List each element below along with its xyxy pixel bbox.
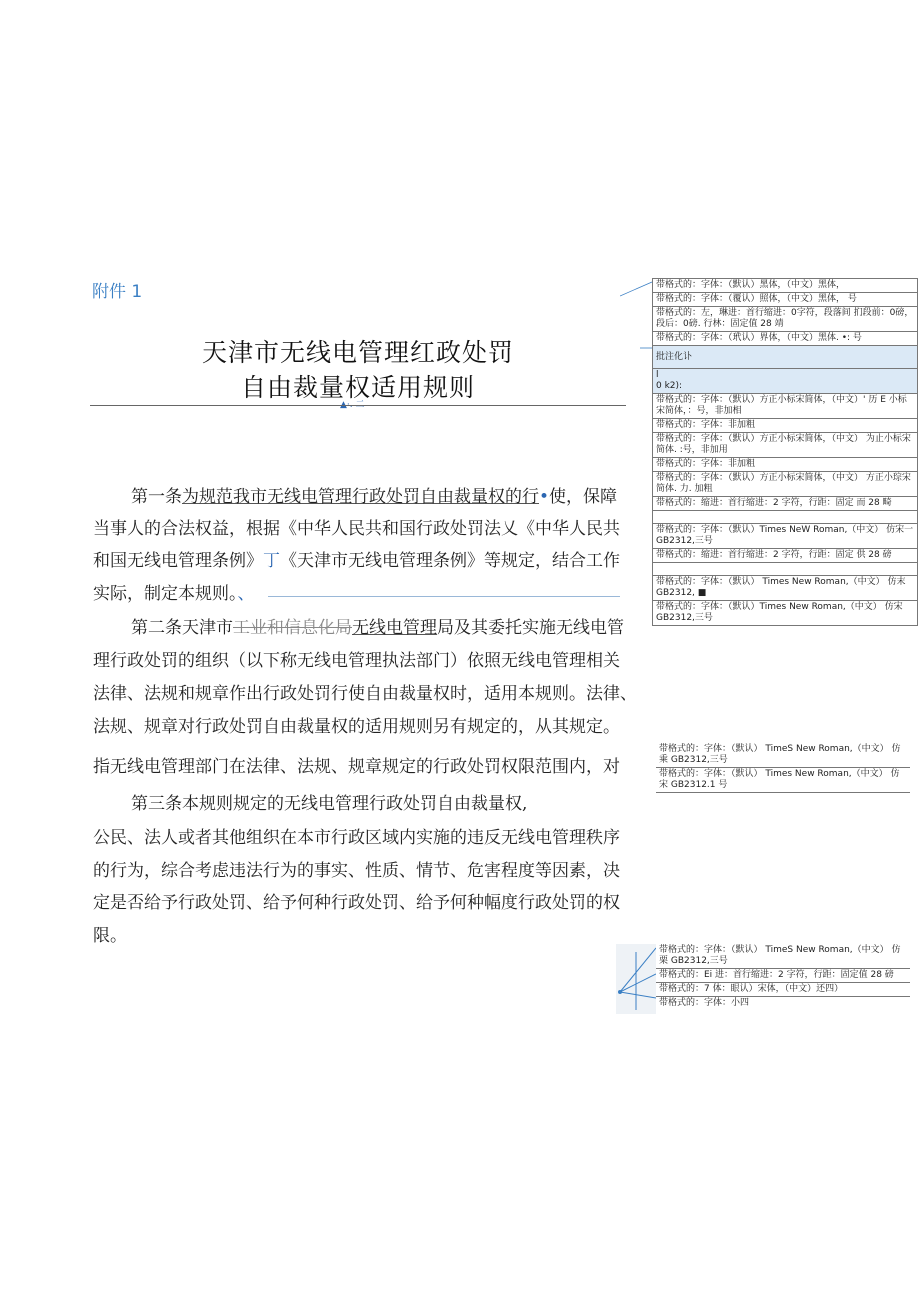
format-note[interactable]: 带格式的：缩进：首行缩进：2 字符，行距：固定 而 28 畸 <box>652 497 918 511</box>
format-note[interactable]: 带格式的：字体：（默认） Times New Roman,（中文） 仿宋 GB2312.1 号 <box>656 768 910 793</box>
article-2-line-4: 法规、规章对行政处罚自由裁量权的适用规则另有规定的，从其规定。 <box>93 717 620 737</box>
attachment-label: 附件 1 <box>92 282 143 302</box>
format-note[interactable]: 带格式的：字体：（覆认）照体，（中文）黑体， 号 <box>652 293 918 307</box>
format-note[interactable]: 带格式的：7 体：眼认）宋体，（中文）还四） <box>656 983 910 997</box>
balloon-leader-lines <box>620 278 654 358</box>
article-3-line-2: 公民、法人或者其他组织在本市行政区域内实施的违反无线电管理秩序 <box>93 828 620 848</box>
format-note[interactable]: 带格式的：字体：（玳认）界体，（中文）黑体. •: 号 <box>652 332 918 346</box>
format-note[interactable]: 带格式的：左，琳进：首行缩进：0字符，段落间 扪段前：0磅，段后：0磅. 行林：固定值 28 靖 <box>652 307 918 332</box>
note-gap <box>652 563 918 576</box>
article-1-line-4 <box>93 579 255 604</box>
format-note[interactable]: 带格式的：字体：（默认） TimeS New Roman,（中文） 仿栗 GB2312,三号 <box>656 944 910 969</box>
format-note[interactable]: 带格式的：缩进：首行缩进：2 字符，行距：固定 供 28 磅 <box>652 549 918 563</box>
format-note[interactable]: 带格式的：字体：（默认）方正小标宋简体，（中文） 方正小琮宋简体. 力. 加粗 <box>652 472 918 497</box>
revision-marker[interactable]: • <box>539 487 550 507</box>
format-note[interactable]: 带格式的：字体：小四 <box>656 997 910 1010</box>
format-note[interactable]: 带格式的：字体：（默认）方正小标宋简体，（中文）' 历 E 小标宋简体，：号，非加相 <box>652 394 918 419</box>
inserted-char[interactable]: 丁 <box>263 551 280 571</box>
article-2-line-1 <box>131 613 624 638</box>
deleted-text[interactable]: 工业和信息化局 <box>233 618 352 638</box>
comment-note[interactable]: 批注化讣 <box>652 346 918 369</box>
text-run: 局及其委托实施无线电管 <box>437 618 624 638</box>
format-note[interactable]: 带格式的：字体：（默认）黑体，（中文）黑体， <box>652 278 918 293</box>
format-note[interactable]: 带格式的：Ei 进：首行缩进：2 字符，行距：固定值 28 磅 <box>656 969 910 983</box>
revision-notes-group-3 <box>656 944 910 1010</box>
note-gap <box>652 511 918 524</box>
balloon-connector-lines <box>600 940 656 1015</box>
article-1-line-2: 当事人的合法权益，根据《中华人民共和国行政处罚法乂《中华人民共 <box>93 519 620 539</box>
document-title-line-1: 天津市无线电管理红政处罚 <box>201 338 514 367</box>
format-note[interactable]: 带格式的：字体：非加粗 <box>652 419 918 433</box>
article-1-line-1 <box>131 482 617 507</box>
title-divider <box>90 405 626 406</box>
article-3-heading-line: 第三条本规则规定的无线电管理行政处罚自由裁量权, <box>131 794 528 814</box>
format-note[interactable]: 带格式的：字体：（默认） Times New Roman,（中文） 仿末 GB2312, ■ <box>652 576 918 601</box>
article-1-heading: 第一条 <box>131 487 182 507</box>
document-title-line-2: 自由裁量权适用规则 <box>240 373 475 402</box>
revision-notes-panel <box>652 278 918 626</box>
revision-underline <box>268 596 620 597</box>
text-run: 和国无线电管理条例》 <box>93 551 263 571</box>
article-2-line-2: 理行政处罚的组织（以下称无线电管理执法部门）依照无线电管理相关 <box>93 651 620 671</box>
revision-notes-group-2 <box>656 743 910 793</box>
format-note[interactable]: 带格式的：字体：非加粗 <box>652 458 918 472</box>
article-3-line-3: 的行为，综合考虑违法行为的事实、性质、情节、危害程度等因素，决 <box>93 861 620 881</box>
inserted-text[interactable]: 无线电管理 <box>352 618 437 638</box>
text-run: 使，保障 <box>549 487 618 507</box>
article-3-line-4: 定是否给予行政处罚、给予何种行政处罚、给予何种幅度行政处罚的权 <box>93 893 620 913</box>
article-1-line-3 <box>93 546 620 571</box>
text-run: 实际，制定本规则。 <box>93 584 238 604</box>
inserted-char[interactable]: 、 <box>237 584 255 604</box>
comment-note-body[interactable]: l 0 k2): <box>652 369 918 394</box>
article-3-line-0: 指无线电管理部门在法律、法规、规章规定的行政处罚权限范围内，对 <box>93 757 620 777</box>
text-run: 《天津市无线电管理条例》等规定，结合工作 <box>280 551 620 571</box>
article-2-heading: 第二条天津市 <box>131 618 233 638</box>
format-note[interactable]: 带格式的：字体：（默认） TimeS New Roman,（中文） 仿乘 GB2312,三号 <box>656 743 910 768</box>
format-note[interactable]: 带格式的：字体：（默认）方正小标宋简体，（中文） 为止小标宋简体. :号，非加用 <box>652 433 918 458</box>
format-note[interactable]: 带格式的：字体：（默认）Times NeW Roman,（中文） 仿宋一 GB2312,三号 <box>652 524 918 549</box>
article-2-line-3: 法律、法规和规章作出行政处罚行使自由裁量权时，适用本规则。法律、 <box>93 684 637 704</box>
format-note[interactable]: 带格式的：字体：（默认）Times New Roman,（中文） 仿宋 GB2312,三号 <box>652 601 918 626</box>
inserted-text[interactable]: 为规范我市无线电管理行政处罚自由裁量权的行 <box>182 487 539 507</box>
title-edit-mark: ▲·. 二 <box>340 400 365 410</box>
article-3-line-5: 限。 <box>93 926 127 946</box>
